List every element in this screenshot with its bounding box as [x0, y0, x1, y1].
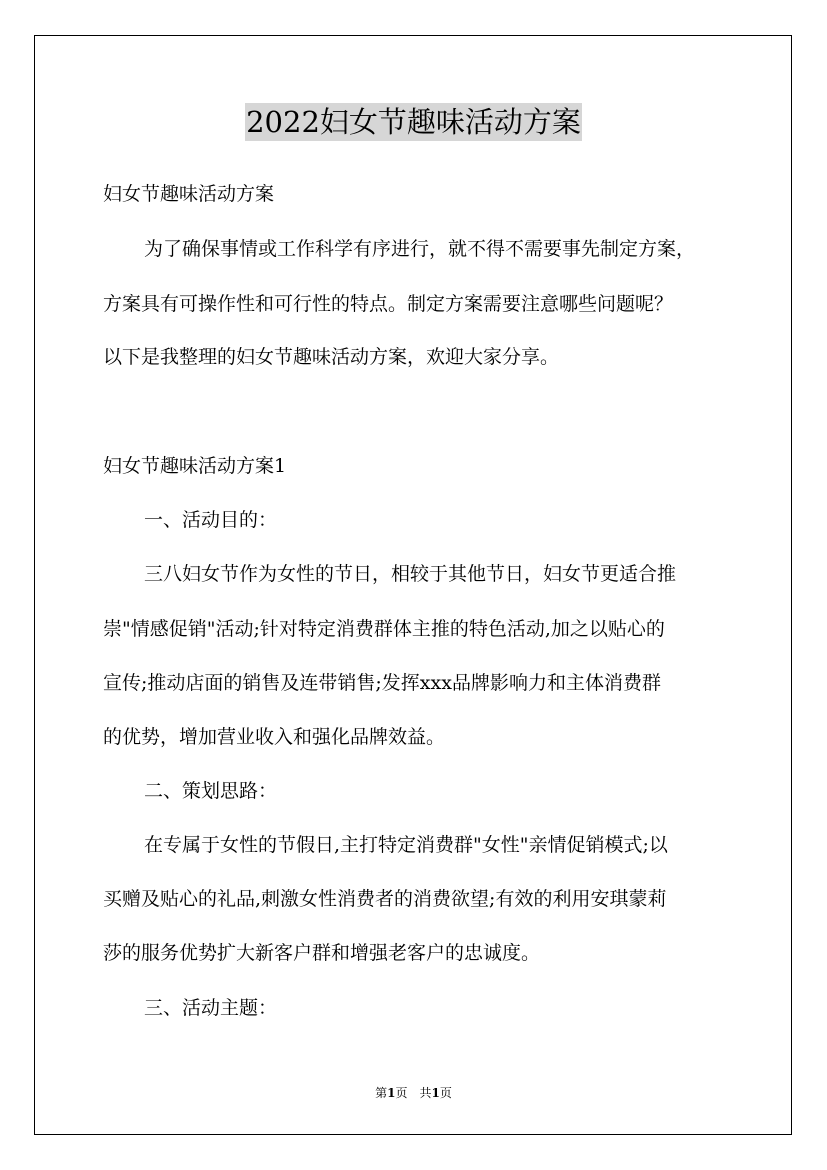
paragraph-line: 以下是我整理的妇女节趣味活动方案，欢迎大家分享。 — [103, 346, 560, 368]
document-title: 2022妇女节趣味活动方案 — [246, 105, 581, 139]
section-heading: 妇女节趣味活动方案1 — [103, 455, 287, 477]
paragraph-line: 的优势，增加营业收入和强化品牌效益。 — [103, 726, 446, 748]
footer-suffix: 页 — [439, 1086, 452, 1100]
footer-page-total: 1 — [431, 1086, 440, 1100]
subsection-heading: 二、策划思路： — [144, 780, 278, 802]
subtitle-line: 妇女节趣味活动方案 — [103, 183, 275, 205]
subsection-heading: 三、活动主题： — [144, 997, 278, 1019]
paragraph-line: 为了确保事情或工作科学有序进行，就不得不需要事先制定方案， — [144, 238, 696, 260]
footer-mid: 页 共 — [395, 1086, 432, 1100]
title-wrap — [0, 103, 827, 141]
paragraph-line: 莎的服务优势扩大新客户群和增强老客户的忠诚度。 — [103, 942, 541, 964]
paragraph-line: 宣传;推动店面的销售及连带销售;发挥xxx品牌影响力和主体消费群 — [103, 672, 661, 694]
footer-prefix: 第 — [375, 1086, 388, 1100]
paragraph-line: 方案具有可操作性和可行性的特点。制定方案需要注意哪些问题呢？ — [103, 293, 674, 315]
paragraph-line: 买赠及贴心的礼品,刺激女性消费者的消费欲望;有效的利用安琪蒙莉 — [103, 888, 667, 910]
paragraph-line: 崇"情感促销"活动;针对特定消费群体主推的特色活动,加之以贴心的 — [103, 618, 665, 640]
subsection-heading: 一、活动目的： — [144, 509, 278, 531]
paragraph-line: 三八妇女节作为女性的节日，相较于其他节日，妇女节更适合推 — [144, 563, 677, 585]
footer-page-number: 1 — [387, 1086, 396, 1100]
page-footer — [0, 1084, 827, 1101]
paragraph-line: 在专属于女性的节假日,主打特定消费群"女性"亲情促销模式;以 — [144, 834, 668, 856]
